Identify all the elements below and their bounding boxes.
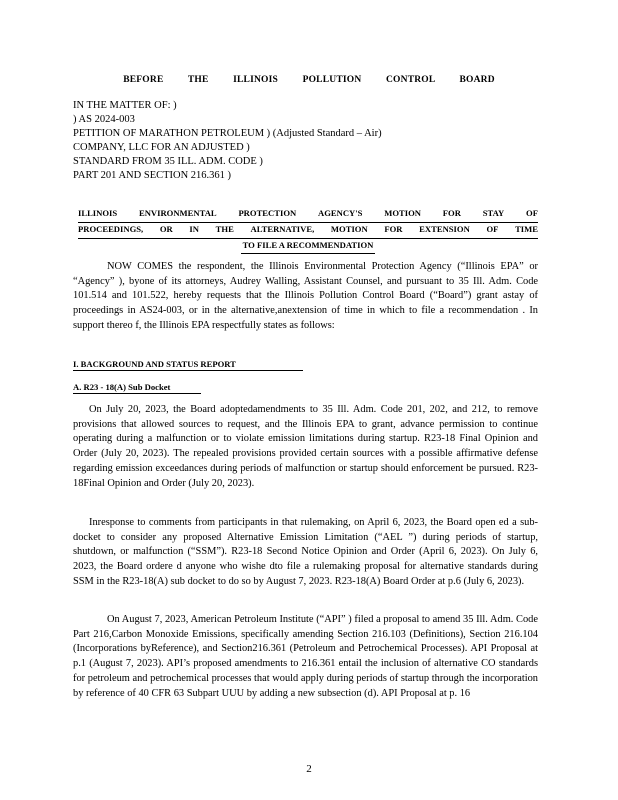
section-heading-sub-docket: A. R23 - 18(A) Sub Docket <box>73 382 201 394</box>
body-paragraph: Inresponse to comments from participants in that rulemaking, on April 6, 2023, the Board open ed a sub-docket to consider any proposed Alternative Emission Limitation (“AEL ”) during periods of startup, shutdown, or malfunction (“SSM”). R23-18 Second Notice Opinion and Order (April 6, 2023). On July 6, 2023, the Board ordere d anyone who wishe dto file a rulemaking proposal for alternative standards during SSM in the R23-18(A) sub docket to do so by August 7, 2023. R23-18(A) Board Order at p.6 (July 6, 2023). <box>73 517 538 587</box>
caption-line: PETITION OF MARATHON PETROLEUM ) (Adjusted Standard – Air) <box>73 128 382 139</box>
board-heading: BEFORE THE ILLINOIS POLLUTION CONTROL BOARD <box>123 75 495 85</box>
body-paragraph: On August 7, 2023, American Petroleum Institute (“API” ) filed a proposal to amend 35 Ill. Adm. Code Part 216,Carbon Monoxide Emissions, specifically amending Section 216.103 (Definitions), Section 216.104 (Incorporations byReference), and Section216.361 (Petroleum and Petrochemical Processes). API Proposal at p.1 (August 7, 2023). API’s proposed amendments to 216.361 entail the inclusion of alternative CO standards for petroleum and petrochemical processes that would apply during periods of startup through the incorporation by reference of 40 CFR 63 Subpart UUU by adding a new subsection (d). API Proposal at p. 16 <box>73 614 538 699</box>
motion-title-line-2: PROCEEDINGS, OR IN THE ALTERNATIVE, MOTION FOR EXTENSION OF TIME <box>78 223 538 239</box>
caption-line: COMPANY, LLC FOR AN ADJUSTED ) <box>73 142 250 153</box>
body-paragraph: On July 20, 2023, the Board adoptedamendments to 35 Ill. Adm. Code 201, 202, and 212, to remove provisions that allowed sources to request, and the Illinois EPA to grant, advance permission to continue operating during a malfunction or to violate emission limitations during startup. R23-18 Final Opinion and Order (July 20, 2023). The repealed provisions provided certain sources with a possible affirmative defense regarding emission exceedances during periods of malfunction or startup should enforcement be pursued. R23-18Final Opinion and Order (July 20, 2023). <box>73 404 538 489</box>
caption-line: PART 201 AND SECTION 216.361 ) <box>73 170 232 181</box>
motion-title-line-3: TO FILE A RECOMMENDATION <box>78 239 538 254</box>
section-heading-background: I. BACKGROUND AND STATUS REPORT <box>73 359 303 371</box>
motion-title-line-1: ILLINOIS ENVIRONMENTAL PROTECTION AGENCY'S MOTION FOR STAY OF <box>78 207 538 223</box>
motion-title <box>78 207 538 254</box>
page-number: 2 <box>306 763 312 775</box>
caption-line: IN THE MATTER OF: ) <box>73 100 177 111</box>
caption-line: STANDARD FROM 35 ILL. ADM. CODE ) <box>73 156 263 167</box>
caption-line: ) AS 2024-003 <box>73 114 135 125</box>
intro-paragraph: NOW COMES the respondent, the Illinois Environmental Protection Agency (“Illinois EPA” or “Agency” ), byone of its attorneys, Audrey Walling, Assistant Counsel, and pursuant to 35 Ill. Adm. Code 101.514 and 101.522, hereby requests that the Illinois Pollution Control Board (“Board”) grant astay of proceedings in AS24-003, or in the alternative,anextension of time in which to file a recommendation . In support thereo f, the Illinois EPA respectfully states as follows: <box>73 261 538 331</box>
